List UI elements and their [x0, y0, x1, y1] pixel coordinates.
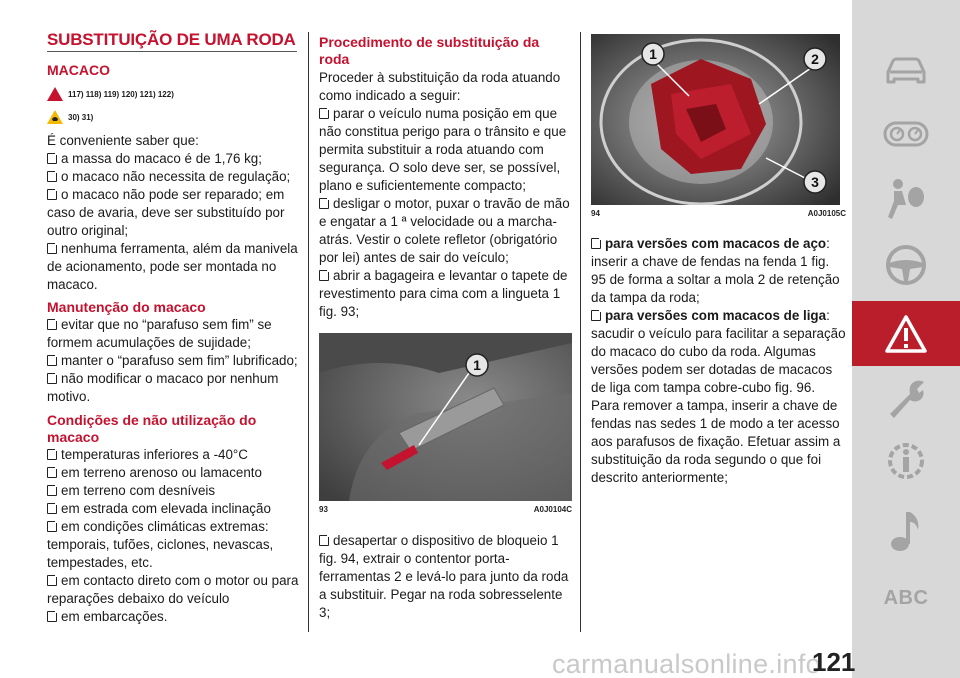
- section-heading-procedure: Procedimento de substituição da roda: [319, 34, 540, 67]
- conditions-list: [47, 446, 300, 626]
- page-number: 121: [812, 647, 856, 677]
- caution-references: [47, 110, 300, 124]
- list-item: o macaco não necessita de regulação;: [47, 168, 300, 186]
- checkbox-bullet-icon: [591, 238, 601, 249]
- list-item: em estrada com elevada inclinação: [47, 500, 300, 518]
- list-item: parar o veículo numa posição em que não constitua perigo para o trânsito e que permita substituir a roda atuando com segurança. O solo deve ser, se possível, plano e suficientemente compacto;: [319, 106, 567, 193]
- spare-wheel-illustration: [591, 34, 840, 205]
- checkbox-bullet-icon: [47, 575, 57, 586]
- checkbox-bullet-icon: [47, 171, 57, 182]
- chapter-index-sidebar: [852, 0, 960, 678]
- dashboard-icon: [883, 119, 929, 149]
- figure-code: A0J0105C: [807, 209, 846, 218]
- callout-3: 3: [811, 174, 819, 190]
- list-item-alloy: para versões com macacos de liga: sacudir o veículo para facilitar a separação do macaco do cubo da roda. Algumas versões podem ser dotadas de macacos de liga com tampa cobre-cubo fig. 96. Para remover a tampa, inserir a chave de fendas nas sedes 1 de modo a ter acesso aos parafusos de fixação. Efetuar assim a substituição da roda segundo o que foi descrito anteriormente;: [591, 308, 846, 485]
- section-heading-conditions: Condições de não utilização do macaco: [47, 412, 257, 445]
- procedure-steps: [319, 105, 572, 321]
- checkbox-bullet-icon: [319, 198, 329, 209]
- info-gear-icon: [883, 438, 929, 484]
- checkbox-bullet-icon: [319, 108, 329, 119]
- sidebar-item-driving[interactable]: [852, 232, 960, 297]
- figure-code: A0J0104C: [533, 505, 572, 514]
- airbag-icon: [886, 177, 926, 221]
- figure-93-image: [319, 333, 572, 501]
- callout-1: 1: [473, 357, 481, 373]
- checkbox-bullet-icon: [47, 153, 57, 164]
- facts-list: [47, 150, 300, 294]
- checkbox-bullet-icon: [319, 535, 329, 546]
- checkbox-bullet-icon: [47, 373, 57, 384]
- title-rule: [47, 51, 297, 52]
- list-item: temperaturas inferiores a -40°C: [47, 446, 300, 464]
- steering-wheel-icon: [884, 243, 928, 287]
- figure-94-caption: [591, 209, 846, 218]
- caution-icon: [47, 110, 63, 124]
- column-divider: [308, 32, 309, 632]
- list-item: em terreno com desníveis: [47, 482, 300, 500]
- checkbox-bullet-icon: [47, 449, 57, 460]
- list-item: em embarcações.: [47, 608, 300, 626]
- figure-number: 94: [591, 209, 600, 218]
- warning-icon: [884, 314, 928, 354]
- figure-number: 93: [319, 505, 328, 514]
- list-item: desapertar o dispositivo de bloqueio 1 fig. 94, extrair o contentor porta-ferramentas 2 e levá-lo para junto da roda a substituir. Pegar na roda sobresselente 3;: [319, 533, 569, 620]
- list-item: em terreno arenoso ou lamacento: [47, 464, 300, 482]
- sidebar-item-multimedia[interactable]: [852, 497, 960, 562]
- sidebar-item-car[interactable]: [852, 38, 960, 103]
- sidebar-item-index[interactable]: [852, 566, 960, 631]
- figure-93-caption: [319, 505, 572, 514]
- intro-text: É conveniente saber que:: [47, 133, 199, 148]
- page-title: SUBSTITUIÇÃO DE UMA RODA: [47, 30, 296, 49]
- version-items: [591, 235, 846, 487]
- caution-refs-text: 30) 31): [68, 112, 94, 122]
- warning-refs-text: 117) 118) 119) 120) 121) 122): [68, 89, 174, 99]
- car-icon: [884, 56, 928, 86]
- callout-2: 2: [811, 51, 819, 67]
- maintenance-list: [47, 316, 300, 406]
- figure-94-image: [591, 34, 840, 205]
- column-divider: [580, 32, 581, 632]
- sidebar-item-dashboard[interactable]: [852, 101, 960, 166]
- list-item: não modificar o macaco por nenhum motivo.: [47, 371, 279, 404]
- checkbox-bullet-icon: [591, 310, 601, 321]
- list-item: em condições climáticas extremas: temporais, tufões, ciclones, nevascas, tempestades, etc.: [47, 519, 274, 570]
- checkbox-bullet-icon: [47, 189, 57, 200]
- checkbox-bullet-icon: [47, 611, 57, 622]
- sidebar-item-emergency[interactable]: [852, 301, 960, 366]
- procedure-intro: Proceder à substituição da roda atuando como indicado a seguir:: [319, 70, 561, 103]
- trunk-floor-illustration: [319, 333, 572, 501]
- warning-triangle-icon: [47, 87, 63, 101]
- list-item: desligar o motor, puxar o travão de mão e engatar a 1 ª velocidade ou a marcha-atrás. Vestir o colete refletor (obrigatório por lei) antes de sair do veículo;: [319, 196, 570, 265]
- list-item: a massa do macaco é de 1,76 kg;: [47, 150, 300, 168]
- callout-1: 1: [649, 46, 657, 62]
- checkbox-bullet-icon: [47, 521, 57, 532]
- column-1: [47, 62, 300, 626]
- checkbox-bullet-icon: [47, 355, 57, 366]
- warning-references: [47, 87, 300, 101]
- checkbox-bullet-icon: [47, 503, 57, 514]
- list-item: em contacto direto com o motor ou para reparações debaixo do veículo: [47, 573, 299, 606]
- checkbox-bullet-icon: [319, 270, 329, 281]
- figure-94: [591, 34, 846, 218]
- list-item: evitar que no “parafuso sem fim” se formem acumulações de sujidade;: [47, 317, 272, 350]
- section-heading-maintenance: Manutenção do macaco: [47, 299, 206, 315]
- sidebar-item-safety[interactable]: [852, 166, 960, 231]
- column-3: [591, 34, 846, 487]
- list-item: nenhuma ferramenta, além da manivela de acionamento, pode ser montada no macaco.: [47, 241, 298, 292]
- list-item: manter o “parafuso sem fim” lubrificado;: [47, 352, 300, 370]
- checkbox-bullet-icon: [47, 467, 57, 478]
- column-2: [319, 34, 572, 622]
- wrench-icon: [884, 376, 928, 420]
- list-item: abrir a bagageira e levantar o tapete de revestimento para cima com a lingueta 1 fig. 93;: [319, 268, 568, 319]
- music-note-icon: [888, 508, 924, 552]
- sidebar-item-technical[interactable]: [852, 428, 960, 493]
- list-item-steel: para versões com macacos de aço: inserir a chave de fendas na fenda 1 fig. 95 de forma a soltar a mola 2 de retenção da tampa da roda;: [591, 236, 840, 305]
- figure-93: [319, 333, 572, 514]
- checkbox-bullet-icon: [47, 319, 57, 330]
- procedure-steps-cont: [319, 532, 572, 622]
- sidebar-item-maintenance[interactable]: [852, 365, 960, 430]
- list-item: o macaco não pode ser reparado; em caso de avaria, deve ser substituído por outro original;: [47, 187, 285, 238]
- section-heading-macaco: MACACO: [47, 62, 110, 78]
- checkbox-bullet-icon: [47, 243, 57, 254]
- abc-index-label: ABC: [883, 587, 929, 609]
- watermark: carmanualsonline.info: [552, 649, 821, 678]
- checkbox-bullet-icon: [47, 485, 57, 496]
